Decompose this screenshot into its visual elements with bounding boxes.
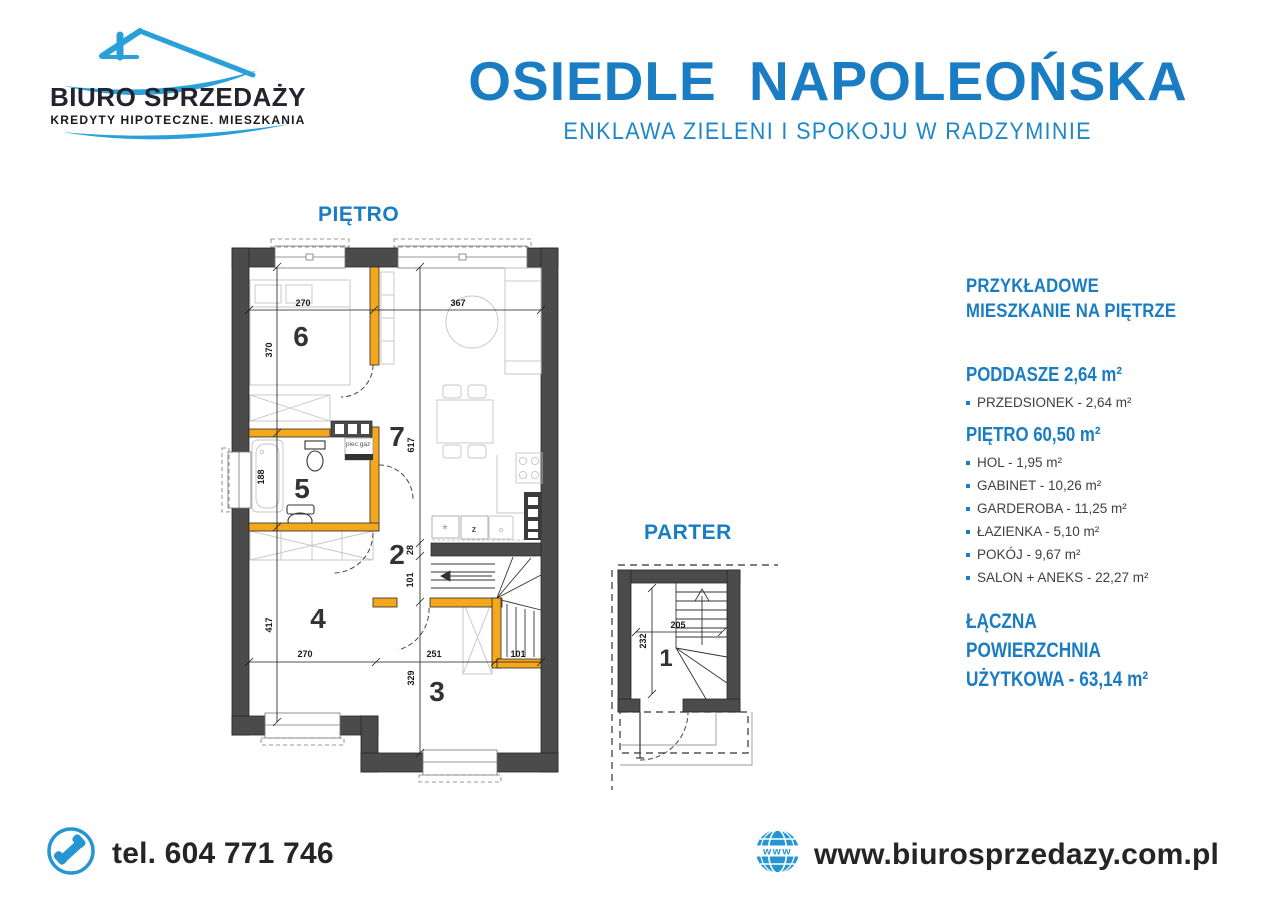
list-item [966,478,1216,493]
dim-367: 367 [450,298,466,308]
list-item [966,570,1216,585]
boiler-label: piec gaz [346,441,371,448]
dim-28: 28 [405,544,415,556]
parter-dashed-context [612,565,778,790]
bullet-icon [966,530,970,534]
dim-251: 251 [426,649,442,659]
website-url[interactable]: www.biurosprzedazy.com.pl [814,838,1220,871]
logo-title: BIURO SPRZEDAŻY [50,82,306,112]
list-item [966,501,1216,516]
floor-plan-pietro [216,232,572,784]
bullet-icon [966,461,970,465]
kitchen-boxes [432,516,488,539]
pietro-label: PIĘTRO [318,203,400,226]
dim-188-tub: 188 [256,469,266,485]
bullet-icon [966,553,970,557]
room-label-1: 1 [659,645,673,672]
boiler-box [345,438,373,460]
bullet-icon [966,401,970,405]
header [376,52,1280,146]
fridge-symbol: * [442,521,448,537]
parter-label: PARTER [644,521,732,544]
list-item-label: SALON + ANEKS - 22,27 m² [977,570,1149,585]
phone-icon [46,826,96,876]
dim-617: 617 [406,437,416,453]
dishwasher-symbol: z [471,524,477,534]
dim-370: 370 [264,342,274,358]
list-item [966,455,1216,470]
globe-www-icon [753,827,802,876]
bullet-icon [966,484,970,488]
parter-walls [618,570,740,712]
list-item [966,547,1216,562]
parter-stairs-icon [676,583,727,699]
list-item-label: ŁAZIENKA - 5,10 m² [977,524,1100,539]
bullet-icon [966,507,970,511]
logo-tagline: KREDYTY HIPOTECZNE. MIESZKANIA [50,113,306,127]
room-label-4: 4 [310,603,326,634]
outer-walls [232,248,558,772]
page-subtitle: ENKLAWA ZIELENI I SPOKOJU W RADZYMINIE [563,118,1093,145]
phone-number[interactable]: tel. 604 771 746 [112,837,334,870]
dim-205: 205 [670,620,686,630]
apartment-details [966,274,1216,694]
logo-roof-icon [102,31,253,75]
dim-101-bottom: 101 [510,649,526,659]
page-title: OSIEDLE NAPOLEOŃSKA [468,50,1188,112]
list-item [966,524,1216,539]
dimension-lines [245,263,545,757]
list-item [966,395,1216,410]
dim-417: 417 [264,617,274,633]
bullet-icon [966,576,970,580]
list-item-label: POKÓJ - 9,67 m² [977,547,1081,562]
company-logo [50,18,310,153]
total-area: ŁĄCZNA POWIERZCHNIA UŻYTKOWA - 63,14 m² [966,610,1149,691]
www-badge: www [762,845,793,858]
room-label-7: 7 [389,421,405,452]
dim-101-mid: 101 [405,572,415,588]
room-label-2: 2 [389,539,405,570]
dim-270-top: 270 [295,298,311,308]
list-item-label: PRZEDSIONEK - 2,64 m² [977,395,1132,410]
floor-plan-parter [606,558,780,798]
details-heading: PRZYKŁADOWE MIESZKANIE NA PIĘTRZE [966,276,1177,322]
dim-232: 232 [638,633,648,649]
room-label-5: 5 [294,473,310,504]
dim-270-bottom: 270 [297,649,313,659]
section-title-poddasze: PODDASZE 2,64 m² [966,364,1122,386]
room-label-3: 3 [429,676,445,707]
section-title-pietro: PIĘTRO 60,50 m² [966,424,1101,446]
list-item-label: HOL - 1,95 m² [977,455,1063,470]
dim-329: 329 [406,670,416,686]
list-item-label: GABINET - 10,26 m² [977,478,1102,493]
room-label-6: 6 [293,321,309,352]
list-item-label: GARDEROBA - 11,25 m² [977,501,1127,516]
